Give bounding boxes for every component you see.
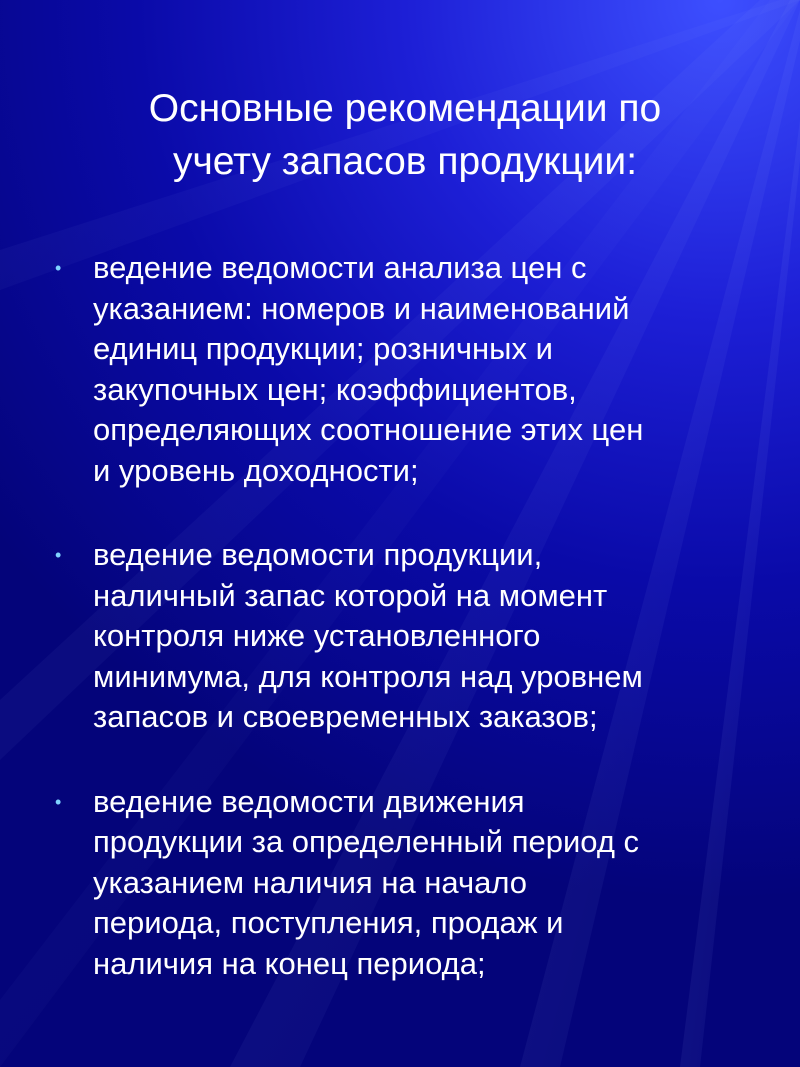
- bullet-line: закупочных цен; коэффициентов,: [93, 371, 577, 407]
- bullet-line: минимума, для контроля над уровнем: [93, 658, 643, 694]
- bullet-line: наличный запас которой на момент: [93, 577, 608, 613]
- bullet-item-price-analysis: [52, 248, 752, 491]
- bullet-line: и уровень доходности;: [93, 452, 419, 488]
- bullet-line: ведение ведомости продукции,: [93, 537, 543, 572]
- bullet-dot-icon: •: [55, 258, 62, 278]
- bullet-dot-icon: •: [55, 791, 62, 812]
- slide-title: [60, 82, 750, 188]
- bullet-line: ведение ведомости анализа цен с: [93, 250, 587, 285]
- bullet-line: указанием наличия на начало: [93, 864, 528, 900]
- bullet-item-product-movement: [52, 782, 752, 985]
- title-line: учету запасов продукции:: [172, 140, 638, 183]
- bullet-line: ведение ведомости движения: [93, 783, 525, 819]
- bullet-item-minimum-stock: [52, 535, 752, 738]
- bullet-list: [52, 248, 752, 1028]
- bullet-line: единиц продукции; розничных и: [93, 331, 553, 366]
- title-line: Основные рекомендации по: [148, 87, 662, 130]
- bullet-line: наличия на конец периода;: [93, 945, 486, 981]
- bullet-line: запасов и своевременных заказов;: [93, 699, 598, 734]
- bullet-line: указанием: номеров и наименований: [93, 290, 630, 326]
- bullet-line: продукции за определенный период с: [93, 824, 640, 859]
- bullet-line: контроля ниже установленного: [93, 618, 541, 653]
- bullet-line: определяющих соотношение этих цен: [93, 412, 644, 447]
- bullet-line: периода, поступления, продаж и: [93, 905, 564, 940]
- bullet-dot-icon: •: [55, 545, 62, 565]
